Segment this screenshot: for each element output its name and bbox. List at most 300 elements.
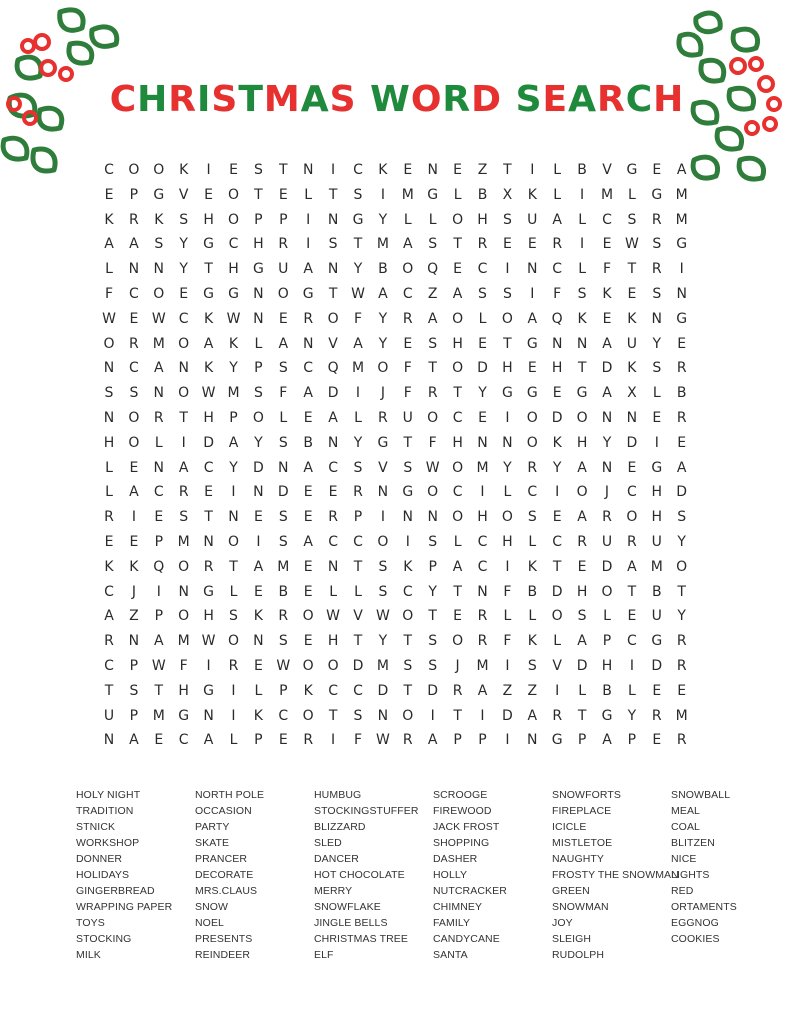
grid-letter: R	[129, 335, 139, 352]
title-letter: R	[442, 79, 472, 120]
grid-letter: R	[651, 261, 662, 278]
title-letter: T	[238, 79, 264, 120]
grid-letter: T	[453, 583, 462, 600]
grid-letter: T	[627, 583, 637, 600]
grid-letter: G	[352, 211, 364, 228]
grid-letter: P	[279, 211, 288, 228]
grid-letter: E	[303, 509, 313, 526]
word-item: BLIZZARD	[314, 821, 366, 833]
grid-letter: K	[527, 633, 537, 650]
grid-letter: O	[227, 534, 240, 550]
grid-letter: C	[452, 410, 463, 426]
grid-letter: E	[104, 534, 114, 550]
word-item: DANCER	[314, 853, 359, 865]
grid-letter: I	[480, 707, 485, 724]
grid-letter: G	[203, 583, 215, 600]
grid-letter: O	[377, 360, 389, 377]
grid-letter: S	[278, 360, 288, 377]
grid-letter: I	[206, 658, 211, 674]
grid-letter: L	[453, 186, 462, 203]
grid-letter: D	[551, 583, 563, 600]
grid-letter: J	[455, 658, 460, 674]
grid-letter: D	[626, 434, 638, 451]
grid-letter: H	[576, 434, 588, 451]
grid-letter: W	[151, 310, 166, 327]
grid-letter: D	[253, 459, 264, 476]
grid-letter: P	[279, 682, 288, 699]
grid-letter: H	[502, 534, 513, 550]
word-item: SKATE	[195, 837, 230, 849]
grid-letter: P	[129, 186, 139, 203]
grid-letter: K	[228, 335, 239, 352]
word-column	[76, 787, 196, 963]
title-letter: C	[109, 79, 138, 120]
grid-letter: H	[452, 335, 463, 352]
grid-letter: N	[502, 434, 513, 451]
grid-letter: E	[527, 360, 537, 377]
grid-letter: L	[528, 534, 537, 550]
word-item: JOY	[552, 917, 573, 929]
grid-letter: I	[231, 707, 236, 724]
grid-letter: R	[427, 385, 438, 402]
grid-letter: P	[129, 707, 139, 724]
grid-letter: E	[677, 335, 687, 352]
word-item: SNOW	[195, 901, 229, 913]
grid-row	[97, 282, 697, 307]
grid-letter: I	[156, 583, 161, 600]
grid-letter: R	[676, 410, 687, 426]
grid-letter: D	[277, 484, 289, 501]
grid-letter: E	[478, 410, 487, 426]
grid-letter: H	[502, 360, 513, 377]
grid-letter: F	[602, 261, 612, 278]
grid-letter: D	[576, 658, 588, 674]
grid-letter: C	[104, 658, 114, 674]
grid-letter: N	[153, 385, 165, 402]
grid-letter: A	[602, 732, 612, 749]
grid-letter: T	[179, 410, 188, 426]
grid-letter: R	[676, 732, 687, 749]
grid-letter: S	[652, 286, 662, 302]
grid-letter: O	[128, 162, 140, 178]
grid-letter: C	[178, 732, 189, 749]
grid-letter: I	[231, 484, 236, 501]
grid-letter: A	[627, 558, 637, 575]
grid-letter: T	[328, 707, 338, 724]
grid-letter: A	[154, 633, 164, 650]
grid-letter: N	[551, 335, 563, 352]
grid-letter: D	[203, 434, 214, 451]
grid-letter: O	[227, 211, 240, 228]
grid-letter: R	[676, 360, 687, 377]
grid-letter: I	[505, 658, 510, 674]
title-letter: S	[515, 79, 543, 120]
grid-row	[97, 629, 697, 654]
word-column	[314, 787, 434, 963]
grid-letter: A	[452, 286, 463, 302]
grid-letter: W	[425, 459, 440, 476]
grid-letter: N	[477, 434, 488, 451]
grid-letter: P	[229, 410, 238, 426]
grid-letter: S	[229, 608, 238, 625]
grid-letter: G	[203, 236, 215, 253]
grid-letter: Y	[677, 534, 686, 550]
grid-letter: H	[203, 608, 214, 625]
grid-letter: T	[428, 608, 437, 625]
grid-letter: S	[129, 385, 139, 402]
grid-letter: G	[651, 459, 663, 476]
grid-letter: E	[253, 583, 263, 600]
grid-letter: O	[128, 434, 140, 451]
word-item: REINDEER	[195, 949, 251, 961]
grid-letter: O	[178, 385, 190, 402]
word-item: FIREPLACE	[552, 805, 612, 817]
word-item: HOLLY	[433, 869, 468, 881]
grid-letter: C	[527, 484, 538, 501]
grid-letter: E	[652, 410, 662, 426]
grid-letter: K	[104, 558, 114, 575]
grid-letter: F	[353, 310, 363, 327]
grid-letter: P	[478, 732, 487, 749]
grid-letter: Z	[129, 608, 139, 625]
grid-letter: L	[254, 682, 263, 699]
grid-letter: L	[528, 608, 537, 625]
grid-letter: C	[353, 682, 363, 699]
grid-row	[97, 530, 697, 555]
grid-letter: R	[303, 732, 314, 749]
grid-letter: T	[453, 707, 462, 724]
grid-letter: L	[578, 261, 586, 278]
grid-letter: S	[353, 186, 363, 203]
grid-letter: H	[203, 211, 214, 228]
grid-letter: S	[129, 682, 139, 699]
grid-letter: Y	[378, 211, 388, 228]
title-letter: I	[197, 79, 212, 120]
grid-letter: A	[403, 236, 413, 253]
grid-letter: E	[303, 484, 313, 501]
grid-letter: S	[353, 459, 363, 476]
grid-letter: F	[179, 658, 188, 674]
grid-letter: B	[527, 583, 538, 600]
grid-letter: N	[527, 732, 538, 749]
grid-letter: S	[253, 162, 263, 178]
grid-row	[97, 307, 697, 332]
grid-letter: B	[278, 583, 289, 600]
grid-letter: S	[527, 509, 537, 526]
grid-letter: H	[228, 261, 239, 278]
grid-letter: T	[328, 286, 338, 302]
word-item: SLEIGH	[552, 933, 592, 945]
grid-letter: S	[652, 236, 662, 253]
grid-letter: O	[452, 310, 464, 327]
grid-letter: I	[331, 732, 336, 749]
word-item: ICICLE	[552, 821, 587, 833]
grid-letter: A	[203, 732, 214, 749]
grid-row	[97, 406, 697, 431]
grid-letter: P	[428, 558, 437, 575]
word-column	[671, 787, 791, 947]
grid-letter: G	[252, 261, 264, 278]
grid-letter: R	[228, 658, 239, 674]
grid-letter: I	[480, 484, 485, 501]
grid-letter: N	[527, 261, 538, 278]
grid-letter: I	[580, 236, 585, 253]
grid-letter: E	[577, 558, 587, 575]
word-item: STNICK	[76, 821, 116, 833]
grid-letter: K	[204, 360, 214, 377]
grid-letter: H	[452, 434, 463, 451]
grid-letter: I	[380, 186, 385, 203]
grid-letter: L	[627, 682, 636, 699]
grid-letter: O	[427, 410, 439, 426]
grid-letter: A	[527, 310, 538, 327]
grid-letter: A	[328, 410, 338, 426]
word-item: HOLIDAYS	[76, 869, 130, 881]
grid-letter: T	[453, 385, 462, 402]
grid-letter: N	[103, 732, 115, 749]
grid-letter: W	[375, 732, 390, 749]
grid-letter: L	[354, 410, 362, 426]
word-item: MISTLETOE	[552, 837, 613, 849]
grid-letter: B	[477, 186, 488, 203]
grid-letter: G	[302, 286, 314, 302]
grid-letter: K	[552, 434, 562, 451]
grid-letter: A	[129, 484, 139, 501]
grid-letter: D	[327, 385, 339, 402]
grid-letter: C	[627, 484, 637, 501]
word-item: COAL	[671, 821, 700, 833]
grid-letter: V	[178, 186, 189, 203]
grid-letter: R	[552, 707, 563, 724]
grid-letter: S	[652, 360, 662, 377]
grid-letter: W	[351, 286, 365, 302]
grid-letter: Y	[353, 434, 363, 451]
grid-row	[97, 728, 697, 753]
grid-letter: L	[105, 459, 113, 476]
grid-letter: R	[452, 682, 463, 699]
grid-letter: A	[104, 608, 114, 625]
word-item: STOCKING	[76, 933, 132, 945]
word-item: NOEL	[195, 917, 224, 929]
grid-letter: B	[651, 583, 662, 600]
grid-letter: N	[253, 633, 264, 650]
grid-letter: T	[254, 186, 263, 203]
grid-letter: L	[578, 682, 586, 699]
grid-letter: S	[328, 236, 338, 253]
grid-letter: Y	[179, 236, 188, 253]
grid-letter: M	[675, 186, 688, 203]
grid-letter: A	[552, 211, 562, 228]
grid-letter: N	[203, 707, 214, 724]
grid-letter: S	[278, 633, 288, 650]
grid-letter: S	[527, 658, 537, 674]
word-item: MILK	[76, 949, 101, 961]
grid-letter: T	[453, 236, 462, 253]
grid-letter: O	[626, 509, 638, 526]
grid-letter: F	[104, 286, 114, 302]
grid-letter: K	[527, 186, 537, 203]
grid-letter: L	[453, 534, 462, 550]
grid-letter: W	[624, 236, 639, 253]
grid-letter: S	[179, 211, 189, 228]
grid-letter: O	[128, 410, 140, 426]
grid-letter: L	[503, 484, 512, 501]
grid-letter: G	[551, 732, 563, 749]
grid-letter: K	[527, 558, 537, 575]
grid-row	[97, 505, 697, 530]
grid-letter: A	[104, 236, 114, 253]
grid-letter: L	[229, 732, 238, 749]
grid-letter: I	[555, 682, 560, 699]
grid-letter: A	[303, 459, 313, 476]
grid-letter: O	[103, 335, 115, 352]
word-item: JINGLE BELLS	[314, 917, 388, 929]
grid-letter: P	[154, 608, 164, 625]
grid-letter: N	[253, 484, 264, 501]
grid-letter: P	[254, 360, 263, 377]
grid-letter: S	[428, 335, 438, 352]
grid-letter: I	[131, 509, 136, 526]
grid-letter: M	[177, 534, 190, 550]
grid-letter: U	[601, 534, 613, 550]
word-item: PRESENTS	[195, 933, 253, 945]
grid-letter: T	[403, 682, 413, 699]
grid-letter: W	[276, 658, 291, 674]
grid-letter: R	[477, 608, 488, 625]
title-letter: R	[168, 79, 197, 120]
grid-letter: O	[402, 707, 414, 724]
grid-letter: S	[428, 236, 438, 253]
word-column	[552, 787, 679, 963]
grid-letter: C	[129, 286, 139, 302]
grid-letter: Q	[327, 360, 339, 377]
grid-letter: M	[376, 658, 389, 674]
grid-letter: A	[303, 534, 313, 550]
grid-row	[97, 580, 697, 605]
grid-letter: L	[403, 211, 412, 228]
grid-letter: P	[577, 732, 587, 749]
title-space	[502, 70, 516, 130]
grid-letter: L	[553, 186, 562, 203]
grid-letter: T	[677, 583, 686, 600]
word-item: SNOWFORTS	[552, 789, 621, 801]
grid-letter: V	[378, 459, 388, 476]
grid-letter: C	[328, 459, 338, 476]
grid-letter: O	[551, 608, 563, 625]
grid-letter: S	[278, 534, 288, 550]
grid-letter: E	[129, 534, 139, 550]
grid-letter: I	[505, 558, 510, 575]
grid-letter: F	[353, 732, 363, 749]
grid-letter: L	[503, 608, 512, 625]
grid-letter: D	[352, 658, 364, 674]
grid-letter: O	[402, 261, 414, 278]
grid-letter: G	[526, 385, 538, 402]
grid-letter: S	[278, 434, 288, 451]
grid-letter: T	[353, 633, 363, 650]
grid-letter: Y	[602, 434, 612, 451]
grid-letter: C	[402, 583, 413, 600]
grid-letter: S	[104, 385, 114, 402]
grid-letter: O	[526, 434, 538, 451]
grid-letter: A	[602, 385, 612, 402]
grid-letter: T	[229, 558, 238, 575]
title-letter: H	[653, 79, 685, 120]
grid-letter: H	[651, 484, 663, 501]
grid-letter: P	[254, 732, 263, 749]
grid-letter: O	[227, 633, 240, 650]
word-item: DASHER	[433, 853, 478, 865]
grid-letter: S	[179, 509, 189, 526]
title-letter: M	[263, 79, 301, 120]
grid-letter: L	[279, 410, 288, 426]
grid-letter: C	[153, 484, 164, 501]
grid-letter: Y	[677, 608, 686, 625]
grid-letter: C	[552, 261, 563, 278]
grid-letter: R	[676, 658, 687, 674]
grid-letter: M	[177, 633, 190, 650]
grid-letter: M	[476, 658, 489, 674]
grid-letter: A	[353, 335, 363, 352]
grid-letter: A	[278, 335, 289, 352]
grid-letter: S	[378, 583, 388, 600]
grid-letter: H	[477, 509, 488, 526]
grid-letter: S	[253, 385, 263, 402]
grid-letter: L	[329, 583, 337, 600]
grid-letter: N	[427, 509, 438, 526]
grid-letter: A	[129, 732, 139, 749]
grid-letter: I	[505, 732, 510, 749]
grid-letter: L	[428, 211, 437, 228]
grid-letter: O	[576, 484, 588, 501]
grid-letter: O	[402, 608, 414, 625]
grid-letter: S	[428, 633, 438, 650]
grid-row	[97, 158, 697, 183]
word-item: NUTCRACKER	[433, 885, 507, 897]
grid-letter: D	[601, 360, 613, 377]
grid-letter: S	[428, 658, 438, 674]
grid-letter: A	[602, 335, 612, 352]
grid-letter: A	[427, 732, 438, 749]
grid-letter: T	[204, 509, 213, 526]
grid-letter: G	[676, 310, 688, 327]
grid-letter: C	[129, 360, 139, 377]
grid-letter: R	[178, 484, 189, 501]
page-title	[0, 70, 794, 130]
grid-letter: Y	[254, 434, 263, 451]
grid-letter: T	[353, 558, 363, 575]
grid-letter: I	[380, 509, 385, 526]
grid-letter: R	[477, 633, 488, 650]
grid-letter: L	[603, 608, 611, 625]
grid-letter: O	[153, 286, 165, 302]
grid-letter: X	[502, 186, 513, 203]
grid-letter: E	[652, 732, 662, 749]
title-letter: R	[597, 79, 626, 120]
grid-letter: Y	[428, 583, 437, 600]
grid-letter: M	[152, 335, 165, 352]
word-item: FROSTY THE SNOWMAN	[552, 869, 679, 881]
grid-letter: N	[651, 310, 663, 327]
grid-letter: E	[104, 186, 114, 203]
grid-letter: A	[378, 286, 388, 302]
grid-letter: I	[530, 286, 535, 302]
grid-letter: N	[576, 335, 588, 352]
title-letter: A	[568, 79, 597, 120]
grid-letter: K	[602, 286, 612, 302]
grid-letter: N	[103, 360, 115, 377]
grid-letter: K	[378, 162, 388, 178]
